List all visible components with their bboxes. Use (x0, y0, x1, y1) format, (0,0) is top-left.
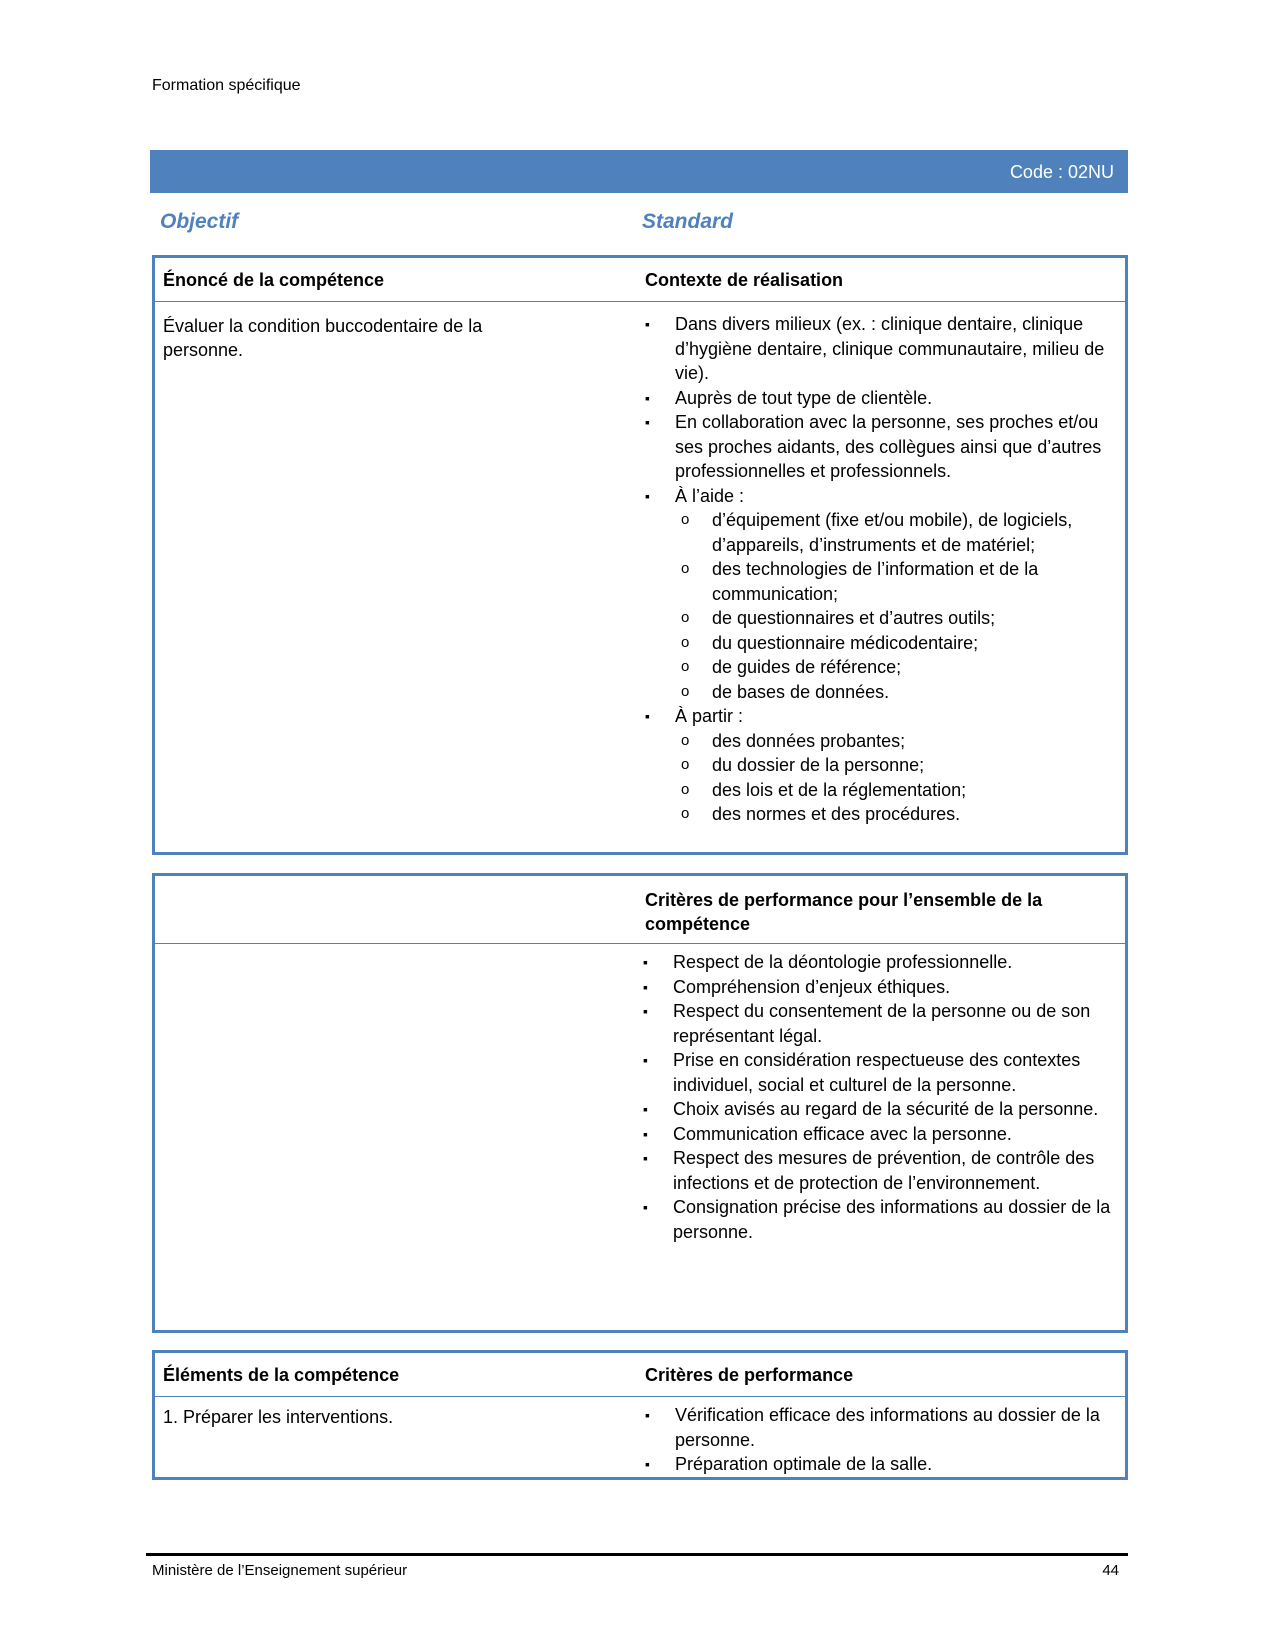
footer-divider (146, 1553, 1128, 1556)
sub-list-item: o des lois et de la réglementation; (675, 778, 1115, 803)
list-item: ▪ Respect du consentement de la personne ou de son représentant légal. (643, 999, 1113, 1048)
context-heading: Contexte de réalisation (645, 270, 844, 290)
overall-performance-box (152, 873, 1128, 1333)
sub-list-item: o des normes et des procédures. (675, 802, 1115, 827)
overall-criteria-heading: Critères de performance pour l’ensemble de la compétence (645, 890, 1043, 934)
sub-list-item: o du questionnaire médicodentaire; (675, 631, 1115, 656)
competency-element: 1. Préparer les interventions. (163, 1407, 394, 1427)
box-header (155, 876, 1125, 944)
standard-label: Standard (642, 210, 734, 233)
sub-list-item: o de bases de données. (675, 680, 1115, 705)
criteria-list (645, 1403, 1115, 1477)
list-item-aide (645, 484, 1115, 705)
list-item: ▪ Respect des mesures de prévention, de contrôle des infections et de protection de l’environnement. (643, 1146, 1113, 1195)
aide-label: À l’aide : (675, 485, 745, 506)
list-item: ▪ Préparation optimale de la salle. (645, 1452, 1115, 1477)
box-header (155, 1353, 1125, 1397)
competency-code: Code : 02NU (1009, 162, 1114, 182)
sub-list-item: o du dossier de la personne; (675, 753, 1115, 778)
document-header: Formation spécifique (152, 77, 301, 94)
list-item-partir (645, 704, 1115, 827)
sub-list-item: o d’équipement (fixe et/ou mobile), de logiciels, d’appareils, d’instruments et de matériel; (675, 508, 1115, 557)
list-item: ▪ Dans divers milieux (ex. : clinique dentaire, clinique d’hygiène dentaire, clinique communautaire, milieu de vie). (645, 312, 1115, 386)
list-item: ▪ Choix avisés au regard de la sécurité de la personne. (643, 1097, 1113, 1122)
context-list (645, 312, 1115, 827)
section-labels (160, 210, 1120, 240)
list-item: ▪ Prise en considération respectueuse des contextes individuel, social et culturel de la personne. (643, 1048, 1113, 1097)
list-item: ▪ Respect de la déontologie professionnelle. (643, 950, 1113, 975)
competency-statement-heading: Énoncé de la compétence (163, 270, 385, 290)
list-item: ▪ Compréhension d’enjeux éthiques. (643, 975, 1113, 1000)
objectif-label: Objectif (160, 210, 239, 233)
overall-criteria-list (643, 950, 1113, 1244)
criteria-heading: Critères de performance (645, 1365, 854, 1385)
list-item: ▪ Communication efficace avec la personne. (643, 1122, 1113, 1147)
footer-ministry: Ministère de l’Enseignement supérieur (152, 1562, 408, 1579)
sub-list-item: o des données probantes; (675, 729, 1115, 754)
competency-elements-box (152, 1350, 1128, 1480)
aide-sublist (675, 508, 1115, 704)
code-bar (150, 150, 1128, 193)
competency-context-box (152, 255, 1128, 855)
partir-label: À partir : (675, 706, 744, 726)
box-header (155, 258, 1125, 302)
competency-statement: Évaluer la condition buccodentaire de la personne. (163, 316, 483, 360)
list-item: ▪ Auprès de tout type de clientèle. (645, 386, 1115, 411)
list-item: ▪ Consignation précise des informations au dossier de la personne. (643, 1195, 1113, 1244)
list-item: ▪ En collaboration avec la personne, ses proches et/ou ses proches aidants, des collègues ainsi que d’autres professionnelles et professionnels. (645, 410, 1115, 484)
list-item: ▪ Vérification efficace des informations au dossier de la personne. (645, 1403, 1115, 1452)
page-number: 44 (1102, 1562, 1119, 1579)
elements-heading: Éléments de la compétence (163, 1365, 400, 1385)
sub-list-item: o de questionnaires et d’autres outils; (675, 606, 1115, 631)
sub-list-item: o de guides de référence; (675, 655, 1115, 680)
sub-list-item: o des technologies de l’information et de la communication; (675, 557, 1115, 606)
partir-sublist (675, 729, 1115, 827)
